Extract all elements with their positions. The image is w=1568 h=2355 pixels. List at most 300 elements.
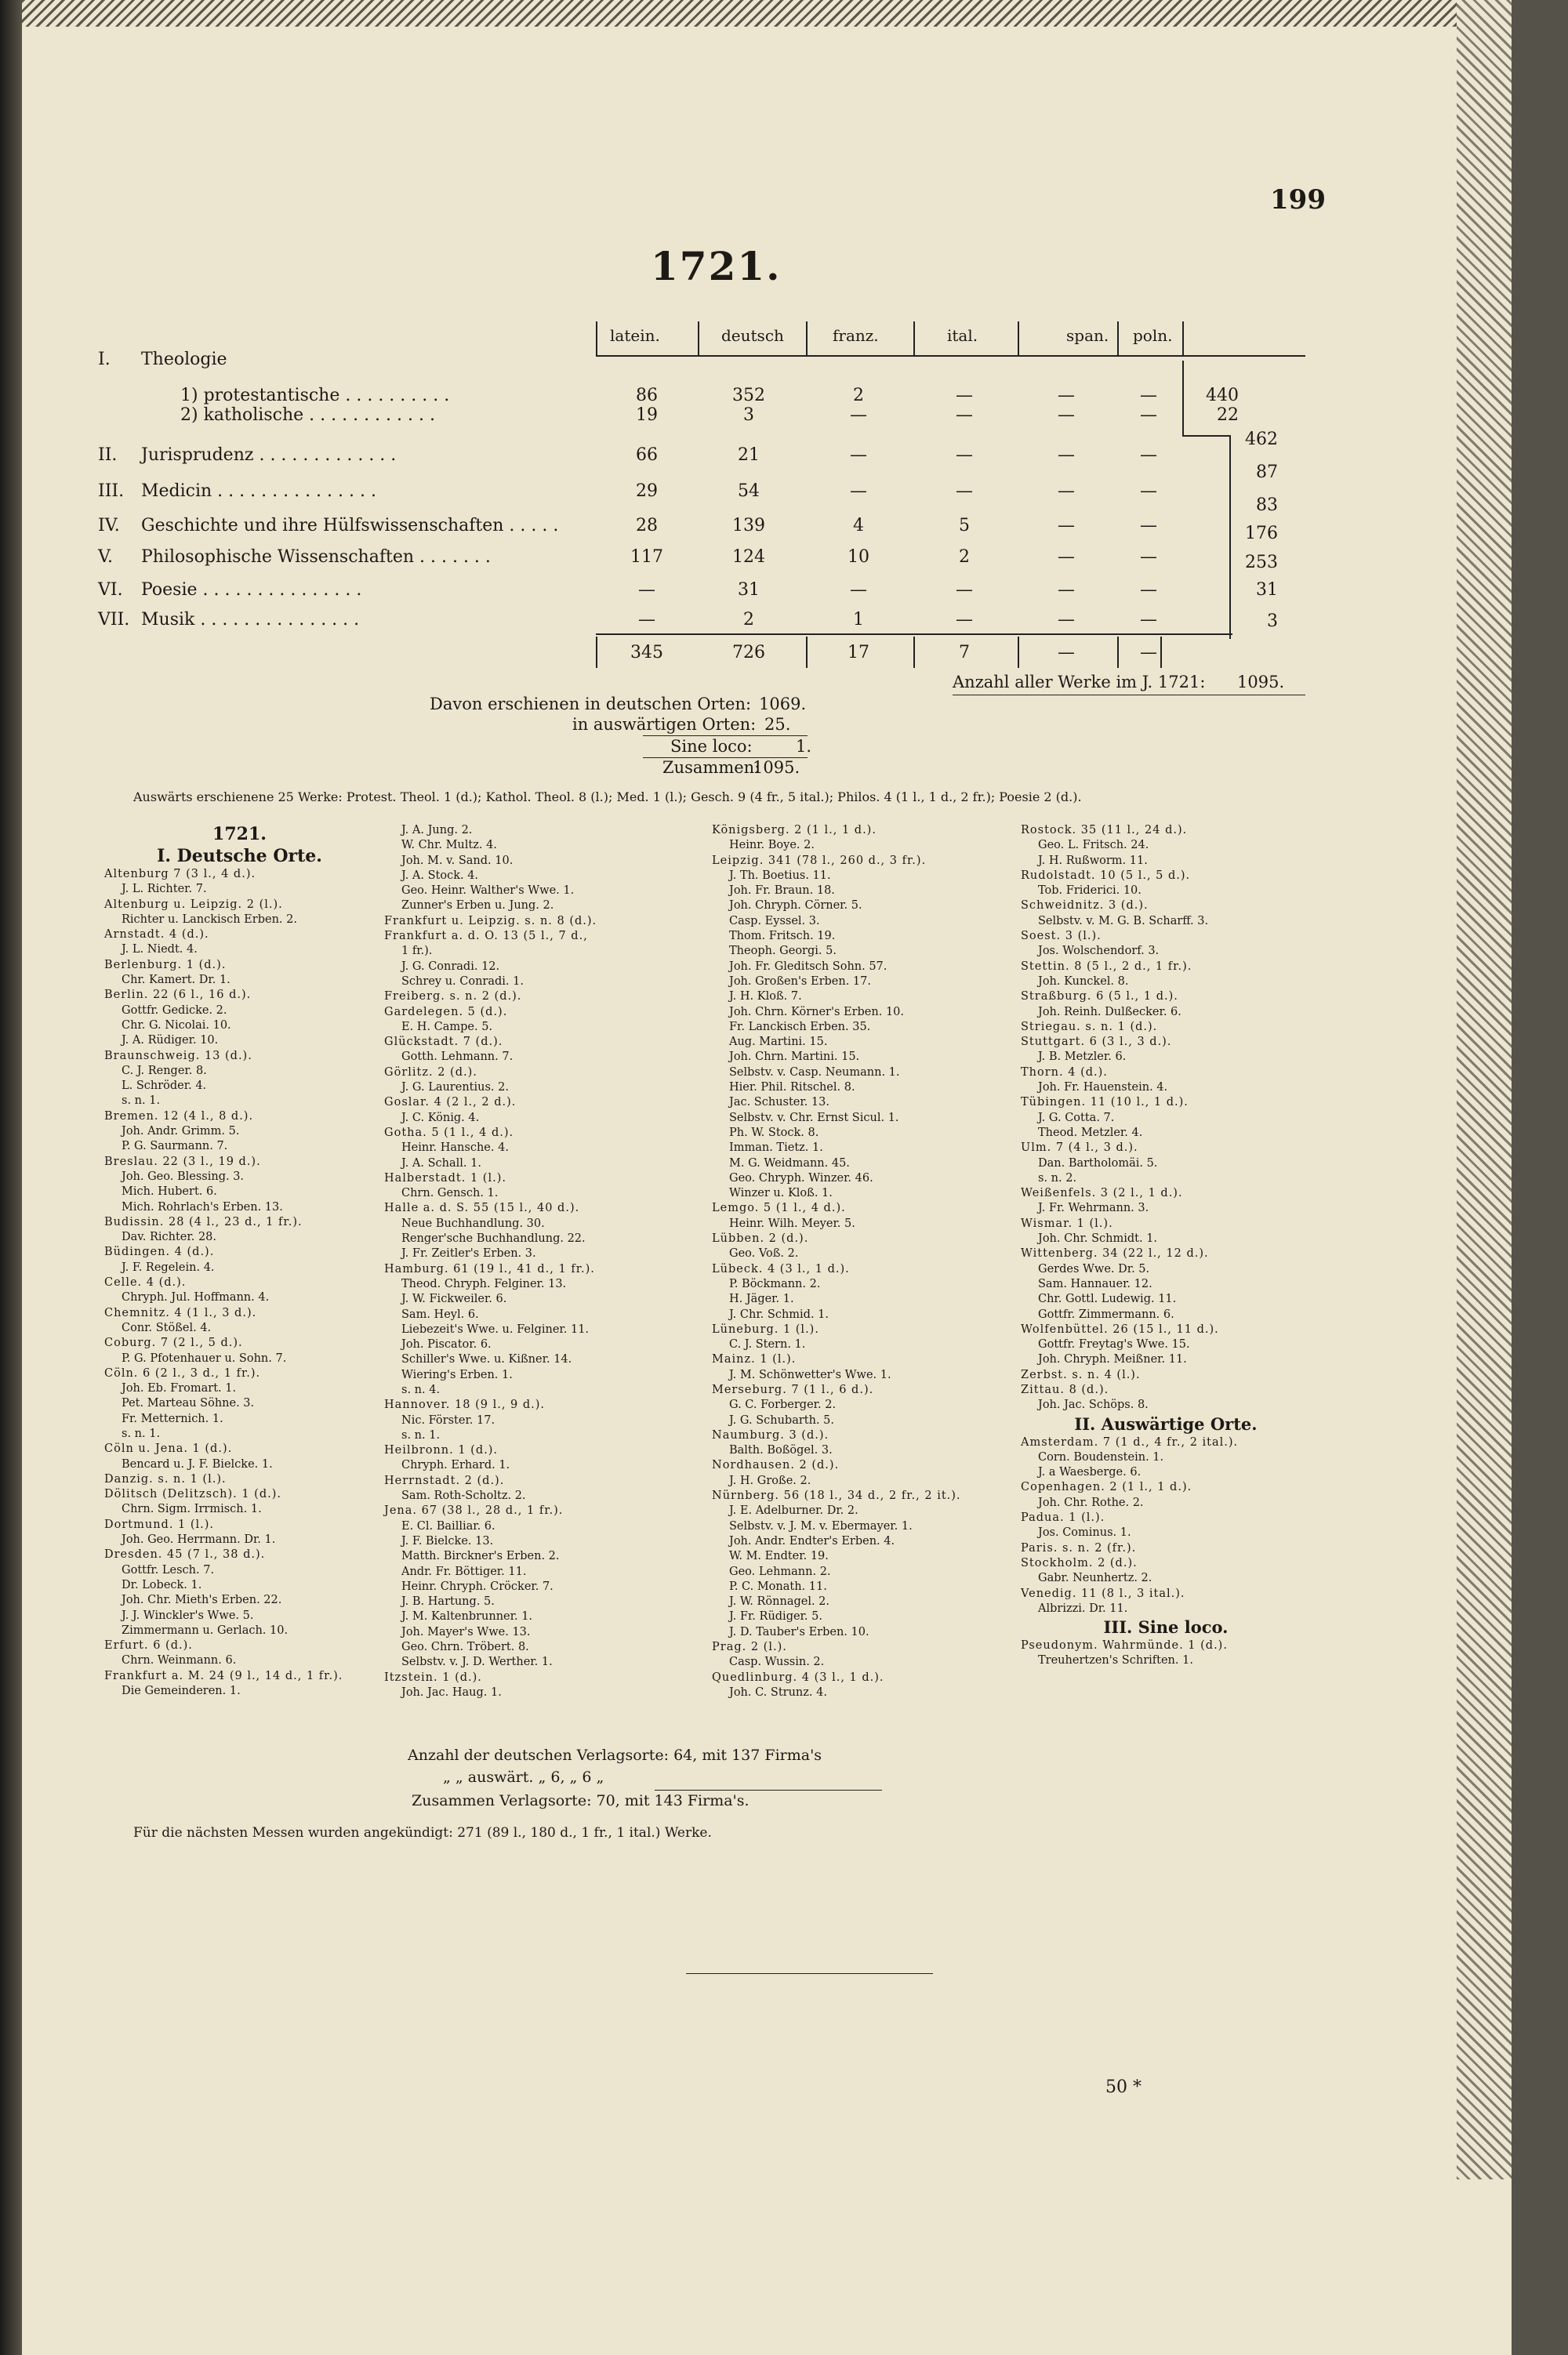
grand-total-label: Anzahl aller Werke im J. 1721:	[953, 673, 1206, 691]
publisher-entry: Theoph. Georgi. 5.	[729, 945, 837, 958]
publisher-entry: s. n. 4.	[401, 1383, 441, 1396]
table-cell: 4	[853, 516, 864, 535]
publisher-entry: Gottfr. Freytag's Wwe. 15.	[1038, 1338, 1190, 1352]
publisher-entry: P. C. Monath. 11.	[729, 1580, 827, 1593]
publisher-entry: Joh. Fr. Hauenstein. 4.	[1038, 1081, 1168, 1094]
publisher-entry: J. A. Schall. 1.	[401, 1156, 481, 1170]
table-cell: —	[1058, 547, 1075, 567]
table-cell: 10	[848, 547, 869, 567]
binding-edge	[0, 0, 22, 2355]
publisher-entry: s. n. 1.	[122, 1094, 161, 1108]
publisher-entry: J. H. Kloß. 7.	[729, 990, 802, 1003]
col-header-ital: ital.	[947, 326, 978, 345]
publisher-entry: Gerdes Wwe. Dr. 5.	[1038, 1262, 1150, 1275]
row-number: VII.	[98, 610, 130, 630]
city-entry: Celle. 4 (d.).	[104, 1276, 187, 1290]
publisher-entry: Chr. Kamert. Dr. 1.	[122, 974, 230, 987]
column-rule	[913, 321, 915, 356]
city-entry: Goslar. 4 (2 l., 2 d.).	[384, 1096, 517, 1109]
publisher-entry: Chrn. Weinmann. 6.	[122, 1654, 237, 1667]
publisher-entry: Dr. Lobeck. 1.	[122, 1578, 202, 1591]
publisher-entry: Joh. Andr. Endter's Erben. 4.	[729, 1534, 895, 1548]
city-entry: Frankfurt u. Leipzig. s. n. 8 (d.).	[384, 914, 597, 927]
bracket-rule	[1182, 361, 1184, 435]
footer-line1: Anzahl der deutschen Verlagsorte: 64, mit 137 Firma's	[408, 1747, 822, 1764]
publisher-entry: Joh. Fr. Gleditsch Sohn. 57.	[729, 960, 887, 973]
publisher-entry: Pet. Marteau Söhne. 3.	[122, 1397, 255, 1410]
table-cell: 139	[732, 516, 765, 535]
publisher-entry: C. J. Stern. 1.	[729, 1338, 806, 1352]
table-cell: 5	[959, 516, 970, 535]
publisher-entry: J. C. König. 4.	[401, 1111, 480, 1124]
publisher-entry: Joh. Chr. Rothe. 2.	[1038, 1496, 1144, 1509]
table-cell: 124	[732, 547, 765, 567]
city-entry: Dölitsch (Delitzsch). 1 (d.).	[104, 1488, 281, 1501]
publisher-entry: J. B. Hartung. 5.	[401, 1595, 495, 1609]
city-entry: Halle a. d. S. 55 (15 l., 40 d.).	[384, 1202, 580, 1215]
city-entry: Stuttgart. 6 (3 l., 3 d.).	[1021, 1036, 1172, 1049]
publisher-entry: Fr. Lanckisch Erben. 35.	[729, 1020, 871, 1033]
city-entry: Leipzig. 341 (78 l., 260 d., 3 fr.).	[712, 854, 927, 867]
publisher-entry: Joh. Chrn. Körner's Erben. 10.	[729, 1005, 905, 1018]
city-entry: Prag. 2 (l.).	[712, 1641, 787, 1654]
city-entry: Gotha. 5 (1 l., 4 d.).	[384, 1126, 514, 1139]
city-entry: Jena. 67 (38 l., 28 d., 1 fr.).	[384, 1504, 564, 1518]
city-entry: Berlin. 22 (6 l., 16 d.).	[104, 989, 252, 1002]
row-number: IV.	[98, 516, 120, 535]
summary-line3-value: 1.	[796, 737, 812, 756]
city-entry: Padua. 1 (l.).	[1021, 1511, 1105, 1525]
publisher-entry: s. n. 1.	[401, 1428, 441, 1442]
city-entry: Copenhagen. 2 (1 l., 1 d.).	[1021, 1481, 1192, 1494]
publisher-entry: Albrizzi. Dr. 11.	[1038, 1602, 1128, 1615]
city-entry: Wittenberg. 34 (22 l., 12 d.).	[1021, 1247, 1209, 1261]
publisher-entry: Conr. Stößel. 4.	[122, 1321, 212, 1334]
subtotal: 22	[1217, 405, 1239, 425]
publisher-entry: Winzer u. Kloß. 1.	[729, 1187, 833, 1200]
row-number: VI.	[98, 580, 123, 600]
city-entry: Erfurt. 6 (d.).	[104, 1639, 193, 1653]
publisher-entry: Andr. Fr. Böttiger. 11.	[401, 1565, 527, 1578]
city-entry: Naumburg. 3 (d.).	[712, 1428, 829, 1442]
table-cell: —	[1058, 610, 1075, 630]
city-entry: Itzstein. 1 (d.).	[384, 1671, 482, 1684]
publisher-entry: J. M. Schönwetter's Wwe. 1.	[729, 1368, 891, 1381]
publisher-entry: Gotth. Lehmann. 7.	[401, 1050, 514, 1064]
total-deutsch: 726	[732, 643, 765, 662]
table-cell: 2	[959, 547, 970, 567]
city-entry: Stettin. 8 (5 l., 2 d., 1 fr.).	[1021, 960, 1192, 973]
city-entry: Lemgo. 5 (1 l., 4 d.).	[712, 1202, 846, 1215]
publisher-entry: Richter u. Lanckisch Erben. 2.	[122, 913, 297, 926]
publisher-entry: Chrn. Sigm. Irrmisch. 1.	[122, 1503, 262, 1516]
city-entry: Wismar. 1 (l.).	[1021, 1217, 1113, 1230]
publisher-entry: Joh. Chryph. Cörner. 5.	[729, 899, 862, 913]
publisher-entry: Geo. Chrn. Tröbert. 8.	[401, 1641, 529, 1654]
column-rule	[806, 321, 808, 356]
publisher-entry: Joh. Piscator. 6.	[401, 1338, 492, 1352]
table-cell: —	[1058, 516, 1075, 535]
city-entry: Büdingen. 4 (d.).	[104, 1246, 215, 1259]
publisher-entry: Joh. Kunckel. 8.	[1038, 974, 1129, 988]
table-cell: —	[1140, 481, 1157, 501]
summary-line3-label: Sine loco:	[670, 737, 753, 756]
table-cell: —	[1140, 445, 1157, 465]
footer-line3: Zusammen Verlagsorte: 70, mit 143 Firma's.	[412, 1792, 750, 1809]
table-cell: —	[1140, 547, 1157, 567]
publisher-entry: Neue Buchhandlung. 30.	[401, 1217, 545, 1230]
publisher-entry: J. D. Tauber's Erben. 10.	[729, 1625, 869, 1638]
table-cell: 29	[636, 481, 658, 501]
publisher-entry: Theod. Chryph. Felginer. 13.	[401, 1277, 567, 1290]
table-cell: 19	[636, 405, 658, 425]
table-row-label	[98, 516, 558, 535]
col-header-latein: latein.	[610, 326, 660, 345]
table-row-label	[98, 350, 227, 369]
table-cell: —	[1058, 445, 1075, 465]
publisher-column-1	[104, 823, 375, 1699]
table-cell: —	[956, 481, 973, 501]
publisher-entry: Selbstv. v. J. M. v. Ebermayer. 1.	[729, 1519, 913, 1533]
page-title: 1721.	[651, 243, 782, 289]
publisher-entry: W. M. Endter. 19.	[729, 1550, 829, 1563]
table-cell: —	[1140, 386, 1157, 405]
publisher-entry: Zimmermann u. Gerlach. 10.	[122, 1624, 289, 1637]
publisher-entry: Mich. Rohrlach's Erben. 13.	[122, 1200, 283, 1214]
publisher-entry: J. F. Regelein. 4.	[122, 1261, 215, 1274]
row-total: 253	[1245, 553, 1278, 572]
row-label-text: Jurisprudenz . . . . . . . . . . . . .	[141, 445, 397, 465]
city-entry: Heilbronn. 1 (d.).	[384, 1444, 498, 1457]
totals-rule	[1229, 435, 1231, 639]
total-franz: 17	[848, 643, 869, 662]
city-entry: Chemnitz. 4 (1 l., 3 d.).	[104, 1306, 257, 1319]
publisher-entry: Zunner's Erben u. Jung. 2.	[401, 899, 554, 913]
publisher-entry: Joh. Chr. Mieth's Erben. 22.	[122, 1594, 282, 1607]
city-entry: Danzig. s. n. 1 (l.).	[104, 1472, 227, 1486]
publisher-entry: Geo. L. Fritsch. 24.	[1038, 839, 1149, 852]
section-heading: II. Auswärtige Orte.	[1074, 1413, 1258, 1434]
publisher-entry: Jac. Schuster. 13.	[729, 1096, 829, 1109]
publisher-entry: Joh. Eb. Fromart. 1.	[122, 1382, 237, 1395]
city-entry: Dortmund. 1 (l.).	[104, 1518, 215, 1531]
publisher-entry: Joh. Mayer's Wwe. 13.	[401, 1625, 531, 1638]
col-header-span: span.	[1066, 326, 1109, 345]
publisher-entry: Gottfr. Gedicke. 2.	[122, 1003, 227, 1017]
city-entry: Quedlinburg. 4 (3 l., 1 d.).	[712, 1671, 884, 1684]
city-entry: Coburg. 7 (2 l., 5 d.).	[104, 1337, 243, 1350]
city-entry: Rostock. 35 (11 l., 24 d.).	[1021, 824, 1188, 836]
city-entry: Frankfurt a. M. 24 (9 l., 14 d., 1 fr.).	[104, 1669, 343, 1682]
publisher-entry: Joh. Geo. Blessing. 3.	[122, 1170, 245, 1183]
summary-line2-label: in auswärtigen Orten:	[572, 715, 757, 734]
column-rule	[806, 637, 808, 668]
table-cell: —	[1058, 405, 1075, 425]
table-cell: —	[850, 580, 867, 600]
col-header-poln: poln.	[1133, 326, 1173, 345]
publisher-entry: J. G. Schubarth. 5.	[729, 1413, 834, 1427]
row-number: III.	[98, 481, 125, 501]
decorative-right-border	[1457, 0, 1512, 2179]
table-row-label	[98, 610, 359, 630]
city-entry: Hannover. 18 (9 l., 9 d.).	[384, 1399, 546, 1412]
city-entry: Mainz. 1 (l.).	[712, 1353, 797, 1366]
col-header-franz: franz.	[833, 326, 879, 345]
page-number: 199	[1270, 184, 1326, 216]
section-heading: III. Sine loco.	[1103, 1617, 1229, 1638]
sum-rule	[596, 633, 1232, 635]
row-total: 3	[1267, 611, 1278, 631]
table-row-label	[98, 405, 435, 425]
foreign-works-note: Auswärts erschienene 25 Werke: Protest. Theol. 1 (d.); Kathol. Theol. 8 (l.); Med. 1 (l.); Gesch. 9 (4 fr., 5 ital.); Philos. 4 (1 l., 1 d., 2 fr.); Poesie 2 (d.).	[133, 789, 1082, 804]
summary-line4-value: 1095.	[753, 758, 800, 777]
publisher-entry: J. B. Metzler. 6.	[1038, 1050, 1127, 1064]
publisher-entry: P. G. Pfotenhauer u. Sohn. 7.	[122, 1352, 287, 1365]
city-entry: Görlitz. 2 (d.).	[384, 1065, 477, 1079]
city-entry: Altenburg u. Leipzig. 2 (l.).	[104, 898, 283, 911]
publisher-entry: Jos. Cominus. 1.	[1038, 1526, 1131, 1540]
page-end-rule	[686, 1973, 933, 1974]
footer-line2: „ „ auswärt. „ 6, „ 6 „	[443, 1769, 604, 1786]
footer-rule	[655, 1790, 882, 1791]
publisher-entry: E. Cl. Bailliar. 6.	[401, 1519, 495, 1533]
row-total: 462	[1245, 430, 1278, 449]
publisher-entry: Geo. Chryph. Winzer. 46.	[729, 1171, 873, 1185]
publisher-entry: Casp. Eyssel. 3.	[729, 914, 820, 927]
table-cell: 3	[743, 405, 754, 425]
city-entry: Lübben. 2 (d.).	[712, 1232, 809, 1246]
publisher-entry: Joh. Geo. Herrmann. Dr. 1.	[122, 1533, 276, 1547]
row-label-text: Theologie	[141, 350, 227, 369]
publisher-entry: J. Chr. Schmid. 1.	[729, 1308, 829, 1321]
summary-line4-label: Zusammen:	[662, 758, 760, 777]
table-row-label	[98, 386, 449, 405]
row-total: 87	[1256, 463, 1278, 482]
total-poln: —	[1140, 643, 1157, 662]
publisher-entry: Wiering's Erben. 1.	[401, 1368, 513, 1381]
publisher-entry: Sam. Roth-Scholtz. 2.	[401, 1490, 526, 1503]
row-total: 176	[1245, 524, 1278, 543]
publisher-entry: L. Schröder. 4.	[122, 1080, 207, 1093]
publisher-entry: Bencard u. J. F. Bielcke. 1.	[122, 1457, 273, 1471]
table-cell: —	[1058, 386, 1075, 405]
table-row-label	[98, 445, 396, 465]
city-entry: Venedig. 11 (8 l., 3 ital.).	[1021, 1587, 1185, 1600]
city-entry: Merseburg. 7 (1 l., 6 d.).	[712, 1383, 874, 1396]
publisher-entry: Casp. Wussin. 2.	[729, 1656, 825, 1669]
city-entry: Straßburg. 6 (5 l., 1 d.).	[1021, 990, 1178, 1003]
row-label-text: Geschichte und ihre Hülfswissenschaften . . . . .	[141, 516, 559, 535]
publisher-entry: Joh. Reinh. Dulßecker. 6.	[1038, 1005, 1181, 1018]
summary-line1-value: 1069.	[759, 695, 807, 713]
publisher-entry: Chr. Gottl. Ludewig. 11.	[1038, 1293, 1177, 1306]
announced-works: Für die nächsten Messen wurden angekündigt: 271 (89 l., 180 d., 1 fr., 1 ital.) Werke.	[133, 1825, 712, 1841]
column-rule	[1182, 321, 1184, 356]
header-rule	[596, 355, 1305, 357]
table-cell: —	[1140, 610, 1157, 630]
row-label-text: Medicin . . . . . . . . . . . . . . .	[141, 481, 376, 501]
summary-line2-value: 25.	[764, 715, 791, 734]
city-entry: Zerbst. s. n. 4 (l.).	[1021, 1368, 1141, 1381]
table-cell: —	[956, 580, 973, 600]
row-label-text: Musik . . . . . . . . . . . . . . .	[141, 610, 360, 630]
publisher-entry: Joh. Andr. Grimm. 5.	[122, 1125, 240, 1138]
city-entry: Stockholm. 2 (d.).	[1021, 1556, 1138, 1569]
column-rule	[596, 321, 597, 356]
publisher-entry: J. G. Conradi. 12.	[401, 960, 500, 973]
publisher-entry: s. n. 2.	[1038, 1171, 1077, 1185]
row-label-text: 2) katholische . . . . . . . . . . . .	[180, 405, 435, 425]
publisher-entry: Gottfr. Zimmermann. 6.	[1038, 1308, 1174, 1321]
publisher-entry: Liebezeit's Wwe. u. Felginer. 11.	[401, 1323, 590, 1336]
column-rule	[698, 321, 699, 356]
row-label-text: Philosophische Wissenschaften . . . . . . .	[141, 547, 491, 567]
summary-rule	[643, 735, 808, 736]
publisher-entry: J. F. Bielcke. 13.	[401, 1534, 494, 1548]
table-cell: —	[1140, 516, 1157, 535]
publisher-column-4	[1021, 823, 1311, 1669]
publisher-entry: J. L. Richter. 7.	[122, 883, 207, 896]
publisher-column-3	[712, 823, 1018, 1700]
publisher-entry: Gottfr. Lesch. 7.	[122, 1563, 215, 1577]
column-rule	[1117, 321, 1119, 356]
table-cell: 117	[630, 547, 663, 567]
publisher-entry: J. A. Stock. 4.	[401, 869, 479, 882]
publisher-entry: J. H. Große. 2.	[729, 1474, 811, 1487]
publisher-entry: Mich. Hubert. 6.	[122, 1185, 217, 1199]
city-entry: Tübingen. 11 (10 l., 1 d.).	[1021, 1096, 1189, 1109]
city-entry: Arnstadt. 4 (d.).	[104, 928, 209, 942]
table-cell: —	[638, 610, 655, 630]
publisher-entry: Chr. G. Nicolai. 10.	[122, 1018, 231, 1032]
total-latein: 345	[630, 643, 663, 662]
city-entry: Breslau. 22 (3 l., 19 d.).	[104, 1155, 261, 1168]
city-entry: Nürnberg. 56 (18 l., 34 d., 2 fr., 2 it.).	[712, 1490, 961, 1503]
publisher-entry: Jos. Wolschendorf. 3.	[1038, 945, 1160, 958]
publisher-entry: Joh. Großen's Erben. 17.	[729, 974, 871, 988]
publisher-entry: Balth. Boßögel. 3.	[729, 1444, 833, 1457]
table-cell: 1	[853, 610, 864, 630]
city-entry: Wolfenbüttel. 26 (15 l., 11 d.).	[1021, 1323, 1219, 1336]
publisher-entry: Selbstv. v. Casp. Neumann. 1.	[729, 1065, 900, 1079]
table-cell: —	[850, 481, 867, 501]
city-entry: Paris. s. n. 2 (fr.).	[1021, 1541, 1137, 1555]
city-entry: Bremen. 12 (4 l., 8 d.).	[104, 1109, 254, 1123]
city-entry: Rudolstadt. 10 (5 l., 5 d.).	[1021, 869, 1191, 882]
total-span: —	[1058, 643, 1075, 662]
publisher-entry: Sam. Hannauer. 12.	[1038, 1277, 1152, 1290]
publisher-entry: Joh. C. Strunz. 4.	[729, 1686, 827, 1699]
section-heading: 1721.	[212, 824, 267, 844]
publisher-entry: J. G. Laurentius. 2.	[401, 1081, 509, 1094]
city-entry: Dresden. 45 (7 l., 38 d.).	[104, 1548, 266, 1562]
publisher-entry: J. Th. Boetius. 11.	[729, 869, 831, 882]
table-cell: —	[850, 405, 867, 425]
table-cell: 352	[732, 386, 765, 405]
publisher-entry: J. W. Fickweiler. 6.	[401, 1293, 507, 1306]
publisher-entry: Chrn. Gensch. 1.	[401, 1187, 499, 1200]
city-entry: Soest. 3 (l.).	[1021, 930, 1102, 943]
row-label-text: Poesie . . . . . . . . . . . . . . .	[141, 580, 362, 600]
table-cell: 86	[636, 386, 658, 405]
city-entry: Pseudonym. Wahrmünde. 1 (d.).	[1021, 1639, 1228, 1653]
publisher-entry: J. L. Niedt. 4.	[122, 943, 198, 956]
publisher-entry: Ph. W. Stock. 8.	[729, 1126, 819, 1139]
bracket-rule	[1182, 435, 1229, 437]
publisher-entry: C. J. Renger. 8.	[122, 1064, 207, 1077]
publisher-entry: Joh. Fr. Braun. 18.	[729, 884, 835, 898]
publisher-entry: Tob. Friderici. 10.	[1038, 884, 1142, 898]
publisher-entry: Heinr. Hansche. 4.	[401, 1141, 509, 1155]
total-ital: 7	[959, 643, 970, 662]
table-cell: —	[1058, 481, 1075, 501]
publisher-entry: Dav. Richter. 28.	[122, 1231, 216, 1244]
grand-total-value: 1095.	[1237, 673, 1285, 691]
publisher-entry: Gabr. Neunhertz. 2.	[1038, 1572, 1152, 1585]
city-entry: Glückstadt. 7 (d.).	[384, 1036, 503, 1049]
publisher-entry: Thom. Fritsch. 19.	[729, 930, 836, 943]
table-cell: 54	[738, 481, 760, 501]
city-entry: Lüneburg. 1 (l.).	[712, 1323, 819, 1336]
col-header-deutsch: deutsch	[721, 326, 784, 345]
city-entry: Thorn. 4 (d.).	[1021, 1065, 1108, 1079]
table-cell: 2	[743, 610, 754, 630]
publisher-entry: J. Fr. Wehrmann. 3.	[1038, 1202, 1149, 1215]
table-row-label	[98, 580, 361, 600]
row-total: 31	[1256, 580, 1278, 600]
publisher-entry: Selbstv. v. J. D. Werther. 1.	[401, 1656, 553, 1669]
publisher-entry: Joh. Chrn. Martini. 15.	[729, 1050, 860, 1064]
publisher-entry: P. Böckmann. 2.	[729, 1277, 821, 1290]
publisher-entry: Corn. Boudenstein. 1.	[1038, 1450, 1164, 1464]
column-rule	[913, 637, 915, 668]
city-entry: Herrnstadt. 2 (d.).	[384, 1474, 505, 1487]
publisher-entry: 1 fr.).	[401, 945, 433, 958]
table-row-label	[98, 547, 491, 567]
publisher-entry: Geo. Lehmann. 2.	[729, 1565, 831, 1578]
publisher-entry: W. Chr. Multz. 4.	[401, 839, 497, 852]
publisher-column-2	[384, 823, 702, 1700]
page-edge	[1512, 0, 1568, 2355]
section-heading: I. Deutsche Orte.	[157, 846, 322, 866]
city-entry: Frankfurt a. d. O. 13 (5 l., 7 d.,	[384, 930, 588, 943]
table-cell: —	[1140, 580, 1157, 600]
city-entry: Halberstadt. 1 (l.).	[384, 1171, 506, 1185]
publisher-entry: Renger'sche Buchhandlung. 22.	[401, 1232, 586, 1246]
publisher-entry: Hier. Phil. Ritschel. 8.	[729, 1081, 855, 1094]
publisher-entry: Aug. Martini. 15.	[729, 1036, 828, 1049]
column-rule	[1018, 637, 1019, 668]
publisher-entry: J. Fr. Zeitler's Erben. 3.	[401, 1247, 536, 1261]
city-entry: Königsberg. 2 (1 l., 1 d.).	[712, 824, 877, 836]
publisher-entry: H. Jäger. 1.	[729, 1293, 794, 1306]
publisher-entry: J. a Waesberge. 6.	[1038, 1466, 1142, 1479]
city-entry: Ulm. 7 (4 l., 3 d.).	[1021, 1141, 1138, 1155]
column-rule	[1018, 321, 1019, 356]
city-entry: Weißenfels. 3 (2 l., 1 d.).	[1021, 1187, 1183, 1200]
city-entry: Budissin. 28 (4 l., 23 d., 1 fr.).	[104, 1215, 303, 1228]
table-cell: —	[1140, 405, 1157, 425]
publisher-entry: Dan. Bartholomäi. 5.	[1038, 1156, 1158, 1170]
publisher-entry: Joh. Chr. Schmidt. 1.	[1038, 1232, 1158, 1246]
publisher-entry: Theod. Metzler. 4.	[1038, 1126, 1143, 1139]
decorative-top-border	[22, 0, 1457, 27]
table-cell: —	[850, 445, 867, 465]
publisher-entry: Selbstv. v. M. G. B. Scharff. 3.	[1038, 914, 1209, 927]
publisher-entry: Nic. Förster. 17.	[401, 1413, 495, 1427]
table-cell: —	[956, 610, 973, 630]
city-entry: Cöln. 6 (2 l., 3 d., 1 fr.).	[104, 1366, 261, 1380]
